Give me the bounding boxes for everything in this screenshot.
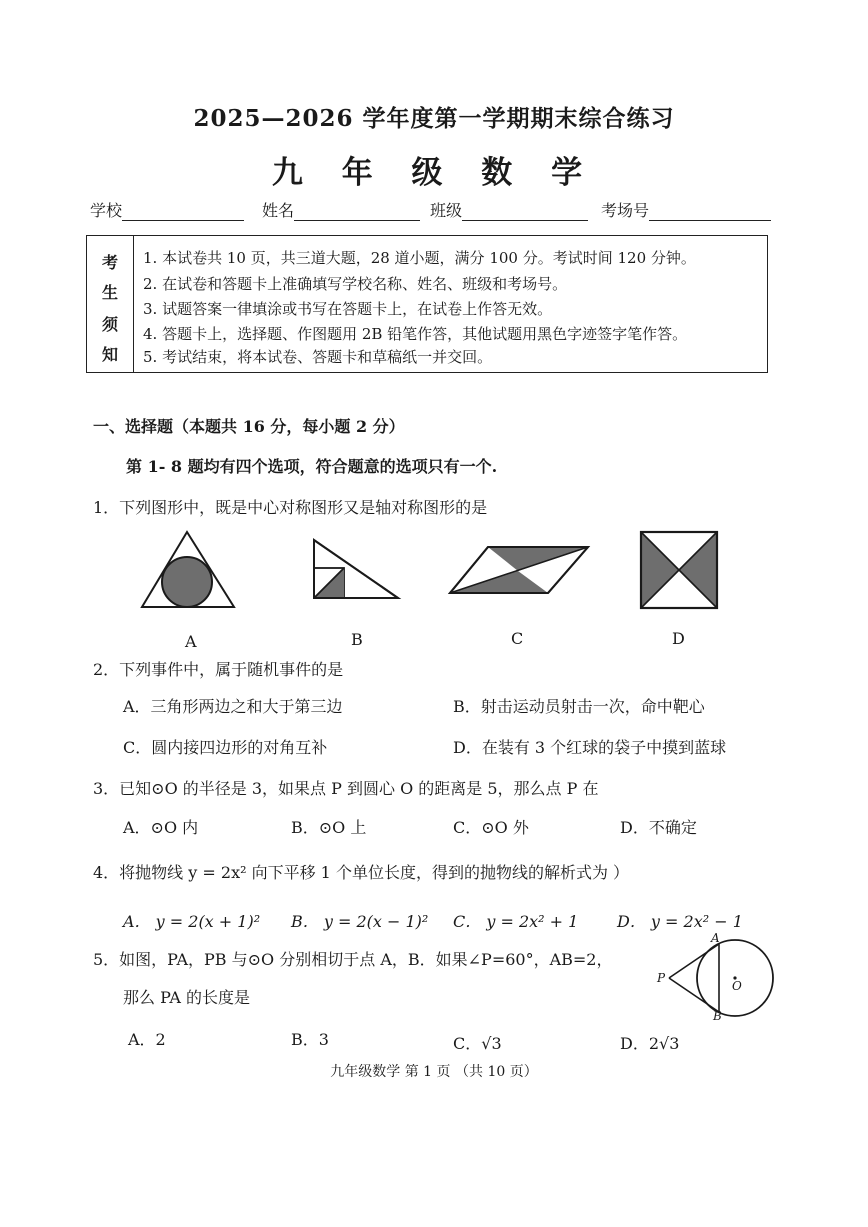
notice-item: 3. 试题答案一律填涂或书写在答题卡上，在试卷上作答无效。 (143, 300, 553, 318)
q2-option-a[interactable]: A．三角形两边之和大于第三边 (123, 697, 343, 716)
figure-label-p: P (657, 971, 666, 985)
exam-room-field[interactable] (601, 198, 771, 221)
notice-item: 1. 本试卷共 10 页，共三道大题，28 道小题，满分 100 分。考试时间 120 分钟。 (143, 249, 696, 267)
section-instruction: 第 1- 8 题均有四个选项，符合题意的选项只有一个. (126, 457, 498, 476)
figure-q5-tangents (655, 932, 775, 1022)
figure-b (312, 538, 402, 600)
q4-option-a[interactable]: A． y = 2(x + 1)² (123, 912, 261, 931)
q3-option-c[interactable]: C．⊙O 外 (453, 818, 529, 837)
figure-label-a: A (711, 931, 720, 945)
q2-option-c[interactable]: C．圆内接四边形的对角互补 (123, 738, 328, 757)
q5-option-c[interactable]: C．√3 (453, 1034, 502, 1053)
name-field[interactable] (262, 198, 420, 221)
section-title: 一、选择题（本题共 16 分，每小题 2 分） (93, 417, 405, 436)
exam-title: 2025—2026 学年度第一学期期末综合练习 (193, 105, 675, 132)
q2-option-b[interactable]: B．射击运动员射击一次，命中靶心 (453, 697, 705, 716)
q3-option-a[interactable]: A．⊙O 内 (123, 818, 199, 837)
class-field[interactable] (430, 198, 588, 221)
q2-option-d[interactable]: D．在装有 3 个红球的袋子中摸到蓝球 (453, 738, 727, 757)
class-label: 班级 (430, 201, 463, 220)
q5-option-d[interactable]: D．2√3 (620, 1034, 680, 1053)
notice-heading: 考 生 须 知 (87, 236, 134, 372)
q5-option-b[interactable]: B．3 (291, 1030, 329, 1049)
figure-label-o: O (732, 979, 742, 993)
question-3: 3．已知⊙O 的半径是 3，如果点 P 到圆心 O 的距离是 5，那么点 P 在 (93, 779, 599, 798)
figure-d-label: D (672, 629, 685, 648)
question-5-line2: 那么 PA 的长度是 (123, 988, 251, 1007)
exam-room-label: 考场号 (601, 201, 650, 220)
figure-d (639, 530, 719, 610)
notice-item: 4. 答题卡上，选择题、作图题用 2B 铅笔作答，其他试题用黑色字迹签字笔作答。 (143, 325, 688, 343)
figure-c (448, 545, 590, 595)
question-1: 1．下列图形中，既是中心对称图形又是轴对称图形的是 (93, 498, 488, 517)
question-4: 4．将抛物线 y = 2x² 向下平移 1 个单位长度，得到的抛物线的解析式为 ） (93, 863, 630, 882)
subject-title: 九 年 级 数 学 (271, 155, 597, 191)
question-2: 2．下列事件中，属于随机事件的是 (93, 660, 344, 679)
student-info-row (90, 198, 780, 224)
notice-item: 2. 在试卷和答题卡上准确填写学校名称、姓名、班级和考场号。 (143, 275, 568, 293)
q4-option-b[interactable]: B． y = 2(x − 1)² (291, 912, 429, 931)
q4-option-d[interactable]: D． y = 2x² − 1 (617, 912, 743, 931)
figure-a (140, 530, 240, 610)
q3-option-d[interactable]: D．不确定 (620, 818, 697, 837)
page-footer: 九年级数学 第 1 页 （共 10 页） (330, 1064, 538, 1080)
figure-b-label: B (351, 630, 363, 649)
notice-item: 5. 考试结束，将本试卷、答题卡和草稿纸一并交回。 (143, 348, 493, 366)
school-field[interactable] (90, 198, 244, 221)
figure-label-b: B (713, 1009, 722, 1023)
q5-option-a[interactable]: A．2 (128, 1030, 166, 1049)
school-label: 学校 (90, 201, 123, 220)
name-label: 姓名 (262, 201, 295, 220)
figure-a-label: A (185, 632, 197, 651)
q4-option-c[interactable]: C． y = 2x² + 1 (453, 912, 579, 931)
figure-c-label: C (511, 629, 524, 648)
q3-option-b[interactable]: B．⊙O 上 (291, 818, 367, 837)
exam-notice-box (86, 235, 768, 373)
question-5: 5．如图，PA，PB 与⊙O 分别相切于点 A，B．如果∠P=60°，AB=2， (93, 950, 613, 969)
